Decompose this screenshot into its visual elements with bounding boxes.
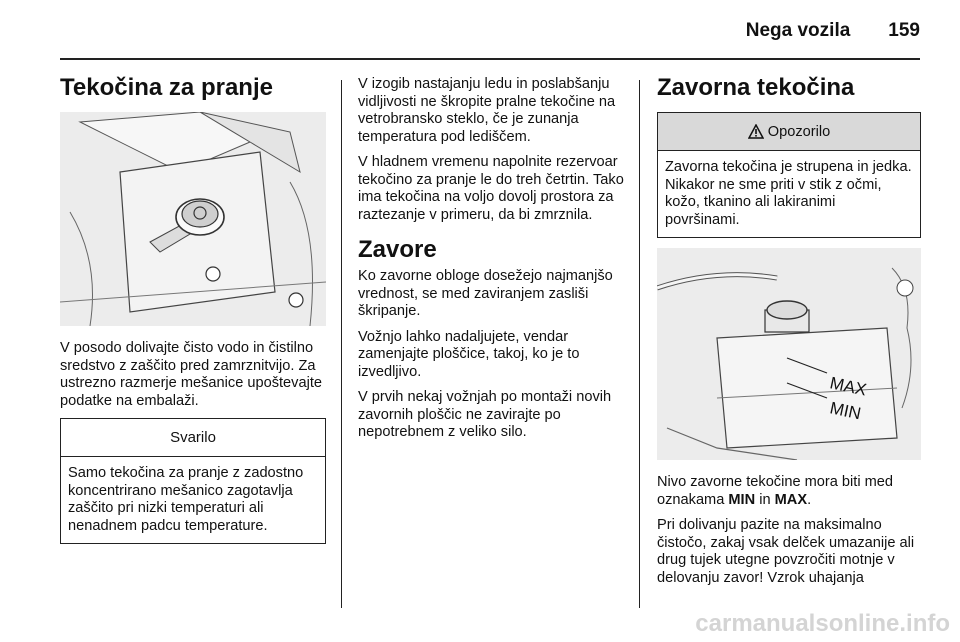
caution-title: Svarilo [61, 419, 325, 457]
column-divider-1 [341, 80, 342, 608]
column-divider-2 [639, 80, 640, 608]
cold-weather-paragraph: V hladnem vremenu napolnite rezervoar tekočino za pranje le do treh četrtin. Tako ima tekočina na voljo dovolj prostora za raztezanje v primeru, da bi zmrznila. [358, 154, 624, 223]
continue-driving-paragraph: Vožnjo lahko nadaljujete, vendar zamenjajte ploščice, takoj, ko je to izvedljivo. [358, 328, 580, 380]
brake-pads-paragraph: Ko zavorne obloge dosežejo najmanjšo vrednost, se med zaviranjem zasliši škripanje. [358, 268, 613, 319]
fluid-level-period: . [807, 491, 812, 508]
new-pads-paragraph: V prvih nekaj vožnjah po montaži novih zavornih ploščic ne zavirajte po nepotrebnem z veliko silo. [358, 389, 612, 440]
topping-up-paragraph: Pri dolivanju pazite na maksimalno čistočo, zakaj vsak delček umazanije ali drug tujek utegne povzročiti motnje v delovanju zavor! Vzrok uhajanja [657, 517, 915, 586]
warning-title: Opozorilo [767, 123, 831, 140]
warning-title-bar [658, 113, 920, 151]
max-mark-label: MAX [828, 373, 869, 400]
caution-box [60, 418, 326, 544]
warning-body: Zavorna tekočina je strupena in jedka. Nikakor ne sme priti v stik z očmi, kožo, tkanino ali lakiranimi površinami. [665, 159, 912, 228]
page-number: 159 [888, 20, 920, 41]
max-term: MAX [774, 491, 808, 508]
frost-paragraph: V izogib nastajanju ledu in poslabšanju vidljivosti ne škropite pralne tekočine na vetrobransko steklo, če je zunanja temperatura pod lediščem. [358, 76, 616, 145]
brake-reservoir-drawing [657, 248, 921, 460]
fluid-level-paragraph [657, 474, 921, 509]
page-header [746, 20, 920, 42]
column-1 [60, 72, 326, 544]
fluid-level-and: in [755, 491, 775, 508]
warning-triangle-icon [748, 124, 764, 139]
header-title: Nega vozila [745, 20, 851, 41]
min-term: MIN [728, 491, 756, 508]
section-heading-washer-fluid: Tekočina za pranje [60, 74, 273, 101]
column-2 [358, 76, 626, 450]
column-3 [657, 72, 921, 595]
section-heading-brakes: Zavore [358, 236, 437, 263]
warning-box [657, 112, 921, 238]
watermark: carmanualsonline.info [695, 610, 950, 637]
header-rule [60, 58, 920, 60]
washer-fluid-paragraph: V posodo dolivajte čisto vodo in čistilno sredstvo z zaščito pred zamrznitvijo. Za ustrezno razmerje mešanice upoštevajte podatke na embalaži. [60, 340, 323, 409]
brake-fluid-reservoir-illustration [657, 248, 921, 460]
fluid-level-text: Nivo zavorne tekočine mora biti med oznakama [657, 474, 894, 508]
washer-reservoir-drawing [60, 112, 326, 326]
washer-reservoir-illustration [60, 112, 326, 326]
caution-body: Samo tekočina za pranje z zadostno koncentrirano mešanico zagotavlja zaščito pri nizki temperaturi ali nenadnem padcu temperature. [68, 465, 304, 534]
section-heading-brake-fluid: Zavorna tekočina [657, 74, 855, 101]
min-mark-label: MIN [828, 398, 863, 424]
